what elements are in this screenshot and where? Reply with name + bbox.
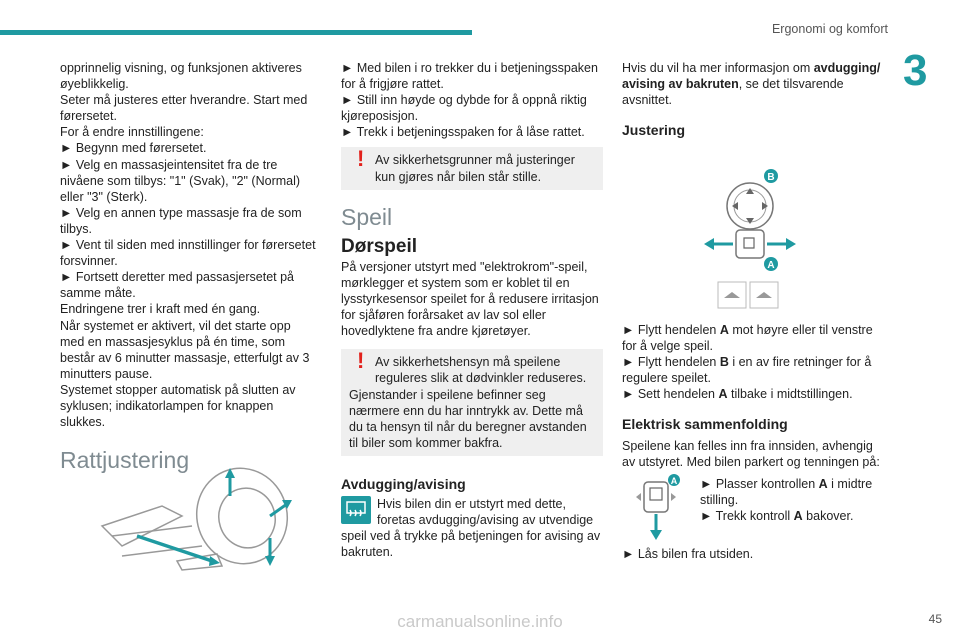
header-bar [0,30,472,35]
paragraph: Systemet stopper automatisk på slutten av syklusen; indikatorlampen for knappen slukkes. [60,382,296,430]
lock-instruction: ► Lås bilen fra utsiden. [622,547,754,561]
bullet: ► Trekk i betjeningsspaken for å låse rattet. [341,125,585,140]
column-3 [622,60,884,138]
paragraph: Endringene trer i kraft med én gang. [60,302,261,317]
bullet: ► Med bilen i ro trekker du i betjeningsspaken for å frigjøre rattet. [341,61,598,92]
section-title-rattjustering: Rattjustering [60,447,190,474]
bullet: ► Sett hendelen A tilbake i midtstillingen. [622,387,853,402]
bullet: ► Begynn med førersetet. [60,141,207,156]
callout-label-b: B [767,172,775,183]
bullet: ► Velg en annen type massasje fra de som tilbys. [60,205,302,236]
warning-note [341,147,603,189]
bullet: ► Trekk kontroll A bakover. [700,509,854,524]
warning-icon: ! [357,146,365,172]
bullet: ► Flytt hendelen A mot høyre eller til venstre for å velge speil. [622,323,873,354]
chapter-number: 3 [903,46,928,95]
watermark: carmanualsonline.info [397,612,563,631]
mirror-control-illustration [700,166,800,316]
heading-dorspeil: Dørspeil [341,235,418,257]
warning-note [341,349,603,456]
paragraph: opprinnelig visning, og funksjonen aktiveres øyeblikkelig. [60,61,302,92]
callout-label-a: A [670,476,678,486]
heading-sammenfolding: Elektrisk sammenfolding [622,416,788,433]
steering-wheel-illustration [92,466,302,576]
note-text: Av sikkerhetsgrunner må justeringer kun gjøres når bilen står stille. [375,153,575,184]
fold-control-illustration [632,474,682,544]
bullet: ► Fortsett deretter med passasjersetet på samme måte. [60,270,295,301]
bullet: ► Flytt hendelen B i en av fire retninger for å regulere speilet. [622,355,872,386]
heading-justering: Justering [622,122,686,139]
section-title-speil: Speil [341,203,393,230]
paragraph: Hvis bilen din er utstyrt med dette, foretas avdugging/avising av utvendige speil ved å trykke på betjeningen for avising av bakruten. [341,496,601,560]
bullet: ► Velg en massasjeintensitet fra de tre nivåene som tilbys: "1" (Svak), "2" (Normal) eller "3" (Sterk). [60,157,301,204]
defrost-icon [341,496,371,524]
column-2 [341,60,603,560]
chapter-title: Ergonomi og komfort [771,22,888,36]
fold-instructions [700,476,884,524]
paragraph: Hvis du vil ha mer informasjon om avdugging/ avising av bakruten, se det tilsvarende avsnittet. [622,61,881,108]
paragraph: Seter må justeres etter hverandre. Start med førersetet. [60,93,308,124]
paragraph: For å endre innstillingene: [60,125,204,140]
callout-label-a: A [767,260,775,271]
bullet: ► Plasser kontrollen A i midtre stilling. [700,477,873,508]
heading-avdugging: Avdugging/avising [341,475,466,492]
warning-icon: ! [357,348,365,374]
note-text: Av sikkerhetshensyn må speilene reguleres slik at dødvinkler reduseres. [375,355,587,386]
defrost-block [341,496,603,560]
column-3-lower [622,322,884,470]
bullet: ► Vent til siden med innstillinger for førersetet forsvinner. [60,238,316,269]
note-text: Gjenstander i speilene befinner seg nærmere enn du har inntrykk av. Dette må du ta hensyn til når du beregner avstanden til biler som kommer bakfra. [349,387,587,450]
paragraph: Når systemet er aktivert, vil det starte opp med en massasjesyklus på én time, som består av 6 minutter massasje, etterfulgt av 3 minutters pause. [60,318,310,381]
paragraph: Speilene kan felles inn fra innsiden, avhengig av utstyret. Med bilen parkert og tenningen på: [622,438,880,469]
paragraph: På versjoner utstyrt med "elektrokrom"-speil, mørklegger et system som er koblet til en lysstyrkesensor speilet for å redusere irritasjon for sjåføren forårsaket av lav sol eller hovedlyktene fra andre kjøretøyer. [341,259,599,339]
column-1 [60,60,318,474]
page-number: 45 [928,612,942,626]
bullet: ► Still inn høyde og dybde for å oppnå riktig kjøreposisjon. [341,93,587,124]
